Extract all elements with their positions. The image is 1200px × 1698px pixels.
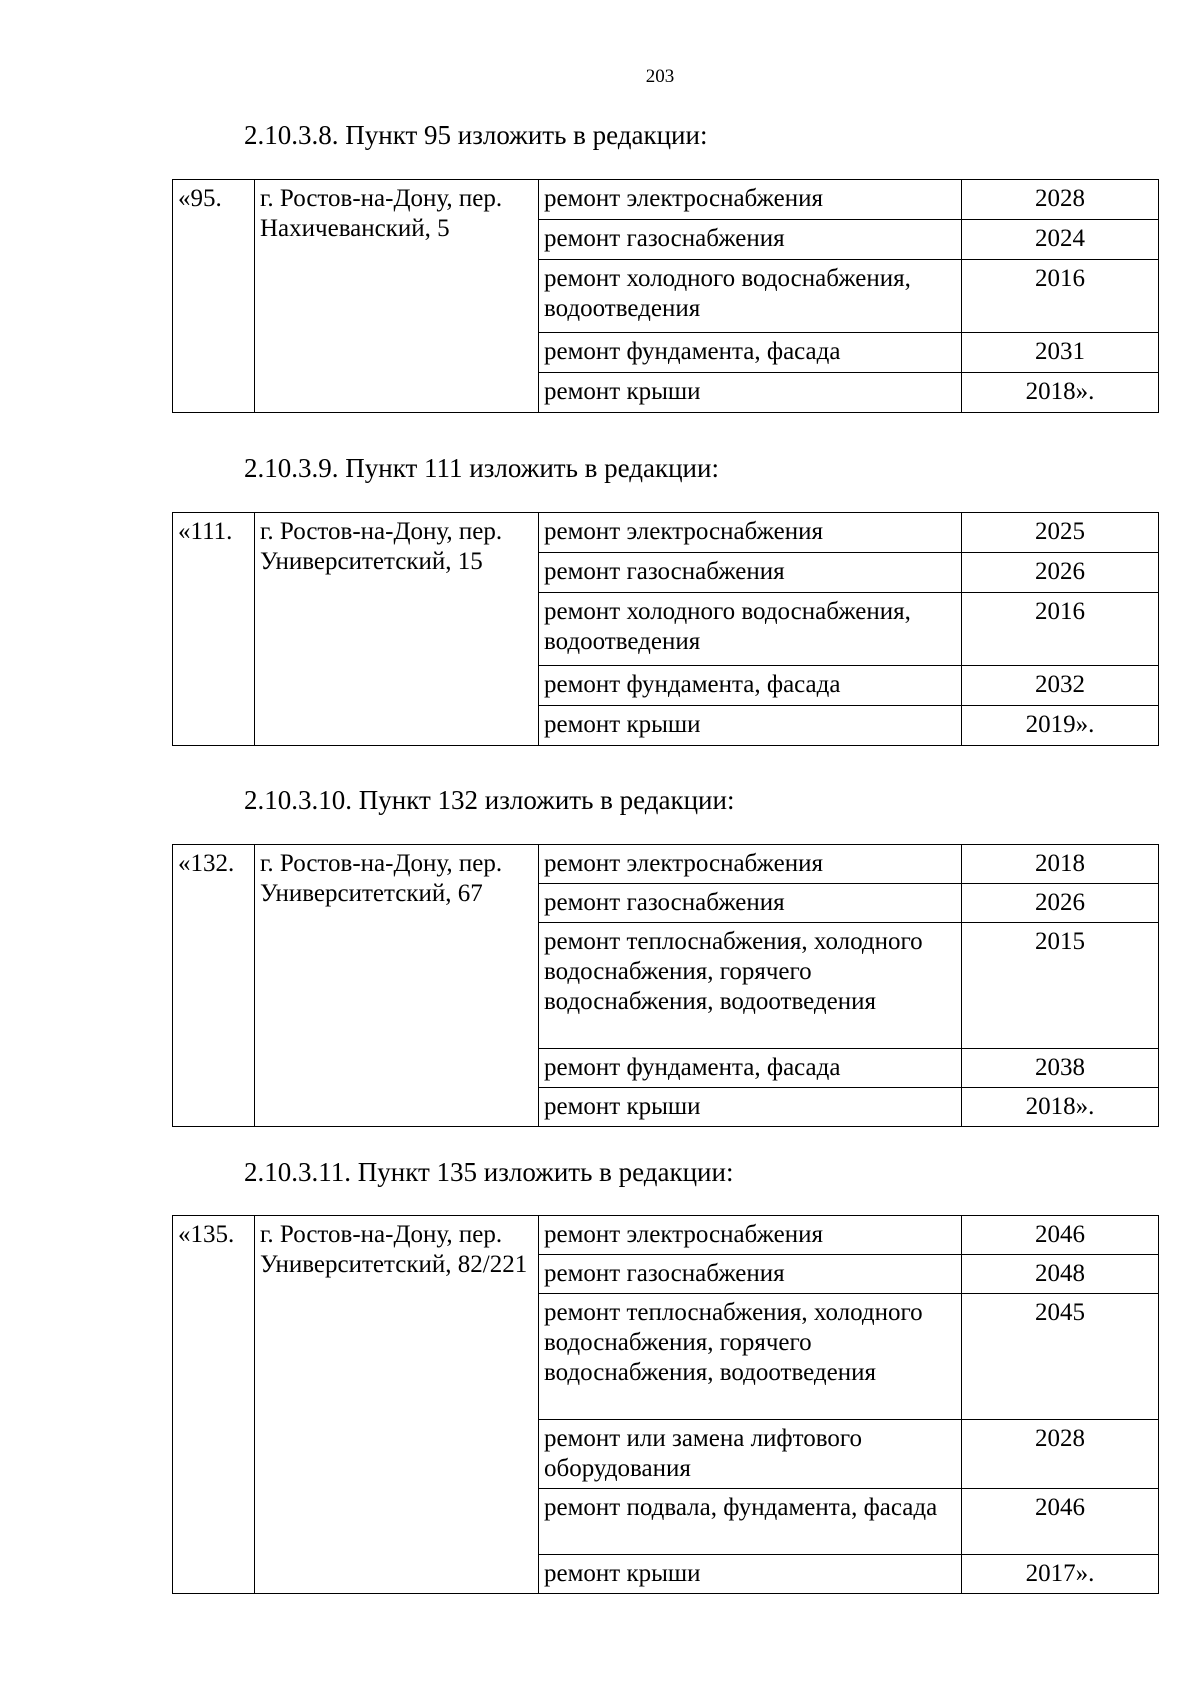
work-type: ремонт крыши bbox=[539, 1555, 962, 1594]
year: 2026 bbox=[962, 884, 1159, 923]
work-type: ремонт газоснабжения bbox=[539, 553, 962, 593]
year: 2024 bbox=[962, 220, 1159, 260]
work-type: ремонт электроснабжения bbox=[539, 513, 962, 553]
item-number: «132. bbox=[173, 845, 255, 1127]
year: 2018». bbox=[962, 373, 1159, 413]
work-type: ремонт подвала, фундамента, фасада bbox=[539, 1489, 962, 1555]
work-type: ремонт крыши bbox=[539, 1088, 962, 1127]
repair-schedule-table bbox=[172, 179, 1159, 413]
year: 2046 bbox=[962, 1216, 1159, 1255]
clause-heading: 2.10.3.9. Пункт 111 изложить в редакции: bbox=[244, 453, 719, 483]
address: г. Ростов-на-Дону, пер. Университетский, 82/221 bbox=[255, 1216, 539, 1594]
work-type: ремонт фундамента, фасада bbox=[539, 333, 962, 373]
year: 2031 bbox=[962, 333, 1159, 373]
year: 2038 bbox=[962, 1049, 1159, 1088]
year: 2045 bbox=[962, 1294, 1159, 1420]
year: 2028 bbox=[962, 180, 1159, 220]
year: 2026 bbox=[962, 553, 1159, 593]
item-number: «95. bbox=[173, 180, 255, 413]
repair-schedule-table bbox=[172, 1215, 1159, 1594]
address: г. Ростов-на-Дону, пер. Университетский, 67 bbox=[255, 845, 539, 1127]
clause-heading: 2.10.3.8. Пункт 95 изложить в редакции: bbox=[244, 120, 708, 150]
work-type: ремонт газоснабжения bbox=[539, 884, 962, 923]
year: 2048 bbox=[962, 1255, 1159, 1294]
year: 2025 bbox=[962, 513, 1159, 553]
table-row bbox=[173, 513, 1159, 553]
work-type: ремонт фундамента, фасада bbox=[539, 666, 962, 706]
work-type: ремонт электроснабжения bbox=[539, 1216, 962, 1255]
work-type: ремонт фундамента, фасада bbox=[539, 1049, 962, 1088]
address: г. Ростов-на-Дону, пер. Университетский, 15 bbox=[255, 513, 539, 746]
table-row bbox=[173, 845, 1159, 884]
clause-heading: 2.10.3.10. Пункт 132 изложить в редакции: bbox=[244, 785, 735, 815]
work-type: ремонт теплоснабжения, холодного водоснабжения, горячего водоснабжения, водоотведения bbox=[539, 1294, 962, 1420]
address: г. Ростов-на-Дону, пер. Нахичеванский, 5 bbox=[255, 180, 539, 413]
year: 2046 bbox=[962, 1489, 1159, 1555]
year: 2018». bbox=[962, 1088, 1159, 1127]
year: 2019». bbox=[962, 706, 1159, 746]
year: 2018 bbox=[962, 845, 1159, 884]
work-type: ремонт газоснабжения bbox=[539, 220, 962, 260]
year: 2016 bbox=[962, 260, 1159, 333]
work-type: ремонт электроснабжения bbox=[539, 180, 962, 220]
repair-schedule-table bbox=[172, 844, 1159, 1127]
clause-heading: 2.10.3.11. Пункт 135 изложить в редакции: bbox=[244, 1157, 734, 1187]
work-type: ремонт газоснабжения bbox=[539, 1255, 962, 1294]
page-number: 203 bbox=[645, 66, 675, 87]
item-number: «111. bbox=[173, 513, 255, 746]
work-type: ремонт электроснабжения bbox=[539, 845, 962, 884]
work-type: ремонт или замена лифтового оборудования bbox=[539, 1420, 962, 1489]
year: 2016 bbox=[962, 593, 1159, 666]
work-type: ремонт теплоснабжения, холодного водоснабжения, горячего водоснабжения, водоотведения bbox=[539, 923, 962, 1049]
table-row bbox=[173, 180, 1159, 220]
repair-schedule-table bbox=[172, 512, 1159, 746]
table-row bbox=[173, 1216, 1159, 1255]
work-type: ремонт холодного водоснабжения, водоотведения bbox=[539, 260, 962, 333]
work-type: ремонт крыши bbox=[539, 373, 962, 413]
year: 2017». bbox=[962, 1555, 1159, 1594]
year: 2032 bbox=[962, 666, 1159, 706]
item-number: «135. bbox=[173, 1216, 255, 1594]
year: 2015 bbox=[962, 923, 1159, 1049]
work-type: ремонт крыши bbox=[539, 706, 962, 746]
year: 2028 bbox=[962, 1420, 1159, 1489]
work-type: ремонт холодного водоснабжения, водоотведения bbox=[539, 593, 962, 666]
